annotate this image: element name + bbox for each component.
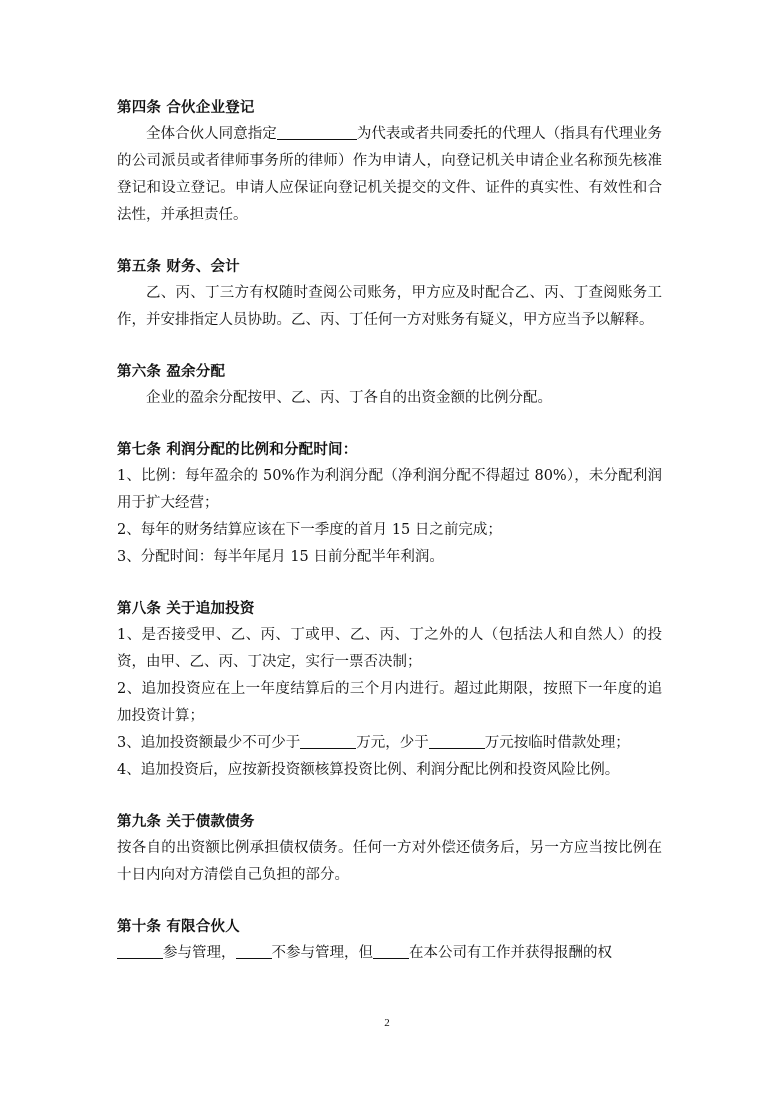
representative-blank bbox=[277, 124, 357, 140]
min-investment-blank bbox=[300, 733, 356, 749]
article-6-heading: 第六条 盈余分配 bbox=[117, 364, 226, 380]
article-7-item-1: 1、比例：每年盈余的 50%作为利润分配（净利润分配不得超过 80%），未分配利润用于扩大经营； bbox=[117, 468, 662, 511]
article-5-heading: 第五条 财务、会计 bbox=[117, 259, 240, 275]
document-body bbox=[117, 96, 662, 993]
article-4-paragraph bbox=[117, 121, 662, 229]
article-6 bbox=[117, 360, 662, 412]
article-9 bbox=[117, 810, 662, 889]
article-8-item-1: 1、是否接受甲、乙、丙、丁或甲、乙、丙、丁之外的人（包括法人和自然人）的投资，由甲、乙、丙、丁决定，实行一票否决制； bbox=[117, 627, 662, 670]
article-4 bbox=[117, 96, 662, 229]
article-10-text-3: 在本公司有工作并获得报酬的权 bbox=[409, 945, 612, 961]
employed-partner-blank bbox=[373, 943, 409, 959]
article-4-text-pre: 全体合伙人同意指定 bbox=[146, 126, 277, 142]
article-8-item-4: 4、追加投资后，应按新投资额核算投资比例、利润分配比例和投资风险比例。 bbox=[117, 762, 620, 778]
article-10-text-1: 参与管理， bbox=[163, 945, 236, 961]
article-10-paragraph bbox=[117, 940, 662, 967]
article-4-text-post: 为代表或者共同委托的代理人（指具有代理业务的公司派员或者律师事务所的律师）作为申请人，向登记机关申请企业名称预先核准登记和设立登记。申请人应保证向登记机关提交的文件、证件的真实性、有效性和合法性，并承担责任。 bbox=[117, 126, 663, 223]
article-7-item-2: 2、每年的财务结算应该在下一季度的首月 15 日之前完成； bbox=[117, 522, 502, 538]
article-8-item-3 bbox=[117, 730, 662, 757]
article-8-item-3-text-b: 万元，少于 bbox=[356, 735, 429, 751]
article-10-text-2: 不参与管理，但 bbox=[271, 945, 373, 961]
loan-threshold-blank bbox=[429, 733, 485, 749]
managing-partner-blank bbox=[117, 943, 163, 959]
article-6-paragraph: 企业的盈余分配按甲、乙、丙、丁各自的出资金额的比例分配。 bbox=[146, 390, 552, 406]
article-8-item-3-text-c: 万元按临时借款处理； bbox=[484, 735, 630, 751]
page-number: 2 bbox=[384, 1017, 390, 1029]
article-8-item-2: 2、追加投资应在上一年度结算后的三个月内进行。超过此期限，按照下一年度的追加投资计算； bbox=[117, 681, 662, 724]
article-9-heading: 第九条 关于债款债务 bbox=[117, 814, 255, 830]
article-8 bbox=[117, 597, 662, 784]
article-5-paragraph: 乙、丙、丁三方有权随时查阅公司账务，甲方应及时配合乙、丙、丁查阅账务工作，并安排指定人员协助。乙、丙、丁任何一方对账务有疑义，甲方应当予以解释。 bbox=[117, 285, 662, 328]
article-9-paragraph: 按各自的出资额比例承担债权债务。任何一方对外偿还债务后，另一方应当按比例在十日内向对方清偿自己负担的部分。 bbox=[117, 840, 662, 883]
non-managing-partner-blank bbox=[236, 943, 272, 959]
article-8-heading: 第八条 关于追加投资 bbox=[117, 601, 255, 617]
article-10-heading: 第十条 有限合伙人 bbox=[117, 919, 240, 935]
article-10 bbox=[117, 915, 662, 967]
article-7-heading: 第七条 利润分配的比例和分配时间： bbox=[117, 442, 358, 458]
article-5 bbox=[117, 255, 662, 334]
article-4-heading: 第四条 合伙企业登记 bbox=[117, 100, 255, 116]
article-8-item-3-text-a: 3、追加投资额最少不可少于 bbox=[117, 735, 301, 751]
article-7 bbox=[117, 438, 662, 571]
article-7-item-3: 3、分配时间：每半年尾月 15 日前分配半年利润。 bbox=[117, 549, 444, 565]
